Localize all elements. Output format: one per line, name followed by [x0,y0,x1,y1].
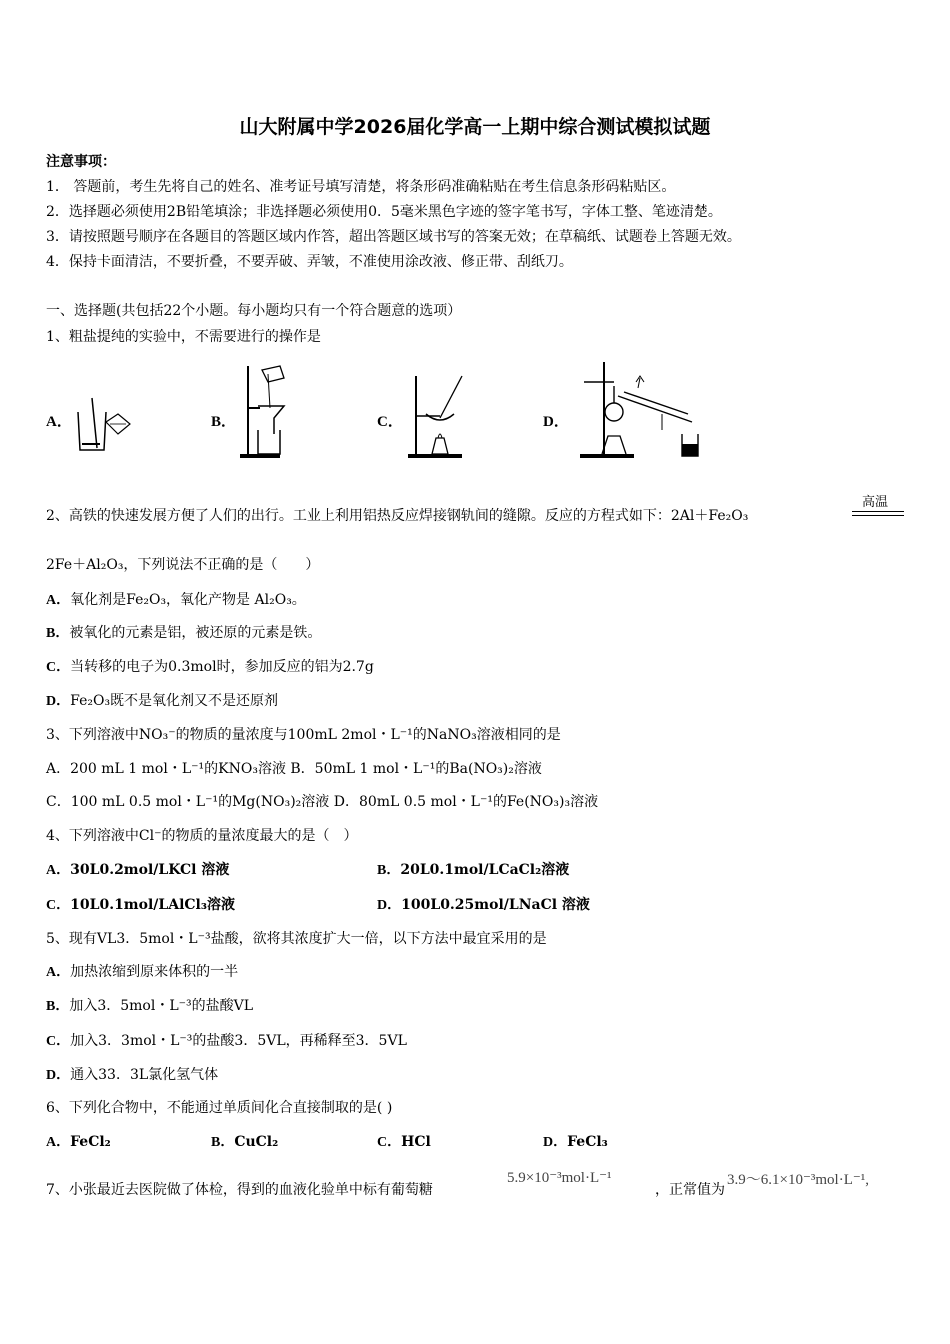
q5-option-b-label: B． [46,999,70,1014]
q5-option-a-label: A． [46,965,71,980]
q2-stem: 2、高铁的快速发展方便了人们的出行。工业上利用铝热反应焊接钢轨间的缝隙。反应的方程式如下：2Al＋Fe₂O₃ [46,508,749,524]
q4-option-d [377,896,590,915]
q6-option-d [543,1133,608,1152]
q2-option-b-label: B． [46,626,70,641]
q2-option-d [46,692,278,711]
q2-option-c-text: 当转移的电子为0.3mol时，参加反应的铝为2.7g [70,659,374,675]
q4-option-b-text: 20L0.1mol/LCaCl₂溶液 [400,862,570,878]
q2-option-b-text: 被氧化的元素是铝，被还原的元素是铁。 [69,625,322,641]
q2-option-c [46,658,374,677]
q7-stem-mid: ，正常值为 [655,1182,725,1198]
dissolving-apparatus-image [70,394,134,454]
filtration-apparatus-image [238,362,294,460]
evaporation-apparatus-image [404,372,468,460]
q6-option-c-label: C． [377,1135,402,1150]
q6-option-a [46,1133,111,1152]
q6-option-d-label: D． [543,1135,568,1150]
q1-option-c-label: C． [377,414,403,430]
q3-stem: 3、下列溶液中NO₃⁻的物质的量浓度与100mL 2mol・L⁻¹的NaNO₃溶液相同的是 [46,727,561,743]
q4-option-c [46,896,235,915]
q2-option-a [46,591,306,610]
q5-option-b [46,997,253,1016]
q5-option-a [46,963,238,982]
q6-option-a-text: FeCl₂ [70,1134,111,1150]
q4-option-d-text: 100L0.25mol/LNaCl 溶液 [401,897,590,913]
q4-option-a-label: A． [46,863,71,878]
q6-option-b-label: B． [211,1135,235,1150]
q4-option-a-text: 30L0.2mol/LKCl 溶液 [70,862,230,878]
distillation-apparatus-image [574,360,704,460]
q1-option-b-label: B． [211,414,237,430]
q5-option-d [46,1066,218,1085]
q6-option-a-label: A． [46,1135,71,1150]
q7-glucose-value: 5.9×10⁻³mol·L⁻¹ [507,1170,612,1186]
q7-normal-range: 3.9～6.1×10⁻³mol·L⁻¹, [727,1172,870,1188]
page-title: 山大附属中学2026届化学高一上期中综合测试模拟试题 [239,116,711,138]
q5-option-a-text: 加热浓缩到原来体积的一半 [70,964,239,980]
q2-option-a-text: 氧化剂是Fe₂O₃，氧化产物是 Al₂O₃。 [70,592,306,608]
q2-option-a-label: A． [46,593,71,608]
section-heading: 一、选择题(共包括22个小题。每小题均只有一个符合题意的选项） [46,303,462,319]
q3-options-row-1: A．200 mL 1 mol・L⁻¹的KNO₃溶液 B．50mL 1 mol・L⁻¹的Ba(NO₃)₂溶液 [46,761,542,777]
notice-item-1: 1． 答题前，考生先将自己的姓名、准考证号填写清楚，将条形码准确粘贴在考生信息条形码粘贴区。 [46,179,676,195]
q7-stem: 7、小张最近去医院做了体检，得到的血液化验单中标有葡萄糖 [46,1182,433,1198]
q1-stem: 1、粗盐提纯的实验中，不需要进行的操作是 [46,329,321,345]
q2-equation-bar-top [852,511,904,512]
q4-option-d-label: D． [377,898,402,913]
q5-option-b-text: 加入3．5mol・L⁻³的盐酸VL [69,998,254,1014]
q2-reaction-condition: 高温 [862,495,889,510]
q6-option-c [377,1133,431,1152]
q4-option-b-label: B． [377,863,401,878]
q2-option-d-label: D． [46,694,71,709]
q4-stem: 4、下列溶液中Cl⁻的物质的量浓度最大的是（ ） [46,828,358,844]
q5-option-c-label: C． [46,1034,71,1049]
q4-option-c-text: 10L0.1mol/LAlCl₃溶液 [70,897,236,913]
q1-option-d-label: D． [543,414,569,430]
q2-option-d-text: Fe₂O₃既不是氧化剂又不是还原剂 [70,693,279,709]
q4-option-c-label: C． [46,898,71,913]
q2-option-b [46,624,321,643]
q5-option-c [46,1032,407,1051]
q2-equation-bar-bottom [852,515,904,516]
notice-item-4: 4．保持卡面清洁，不要折叠，不要弄破、弄皱，不准使用涂改液、修正带、刮纸刀。 [46,254,573,270]
q6-stem: 6、下列化合物中，不能通过单质间化合直接制取的是( ) [46,1100,393,1116]
q6-option-c-text: HCl [401,1134,431,1150]
q6-option-d-text: FeCl₃ [567,1134,608,1150]
q2-stem-continued: 2Fe＋Al₂O₃，下列说法不正确的是（ ） [46,557,320,573]
q3-options-row-2: C．100 mL 0.5 mol・L⁻¹的Mg(NO₃)₂溶液 D．80mL 0.5 mol・L⁻¹的Fe(NO₃)₃溶液 [46,794,599,810]
notice-item-2: 2．选择题必须使用2B铅笔填涂；非选择题必须使用0．5毫米黑色字迹的签字笔书写，字体工整、笔迹清楚。 [46,204,722,220]
q5-option-d-label: D． [46,1068,71,1083]
q6-option-b-text: CuCl₂ [234,1134,279,1150]
q6-option-b [211,1133,278,1152]
q4-option-a [46,861,229,880]
q4-option-b [377,861,569,880]
notice-item-3: 3．请按照题号顺序在各题目的答题区域内作答，超出答题区域书写的答案无效；在草稿纸、试题卷上答题无效。 [46,229,741,245]
q5-stem: 5、现有VL3．5mol・L⁻³盐酸，欲将其浓度扩大一倍，以下方法中最宜采用的是 [46,931,547,947]
q1-option-a-label: A． [46,414,72,430]
q5-option-d-text: 通入33．3L氯化氢气体 [70,1067,219,1083]
notice-heading: 注意事项： [46,154,116,170]
q2-option-c-label: C． [46,660,71,675]
q5-option-c-text: 加入3．3mol・L⁻³的盐酸3．5VL，再稀释至3．5VL [70,1033,407,1049]
